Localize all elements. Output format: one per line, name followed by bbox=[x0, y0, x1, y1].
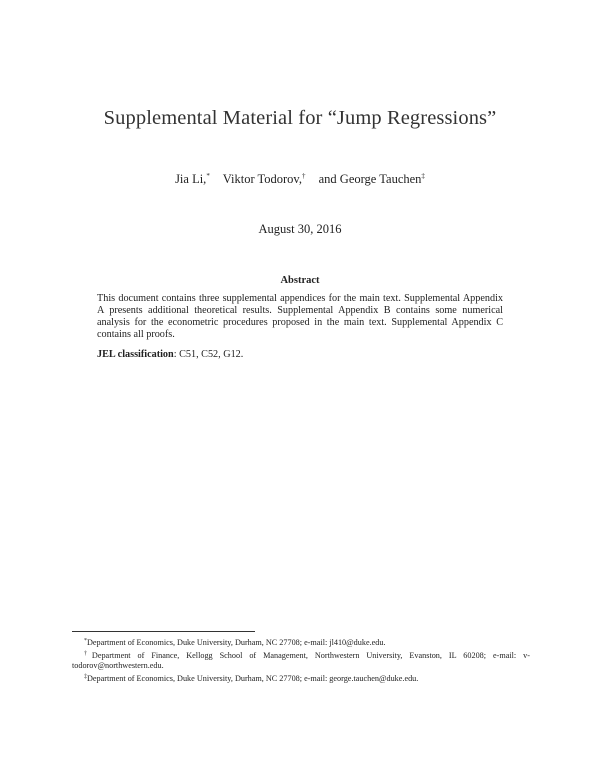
paper-title: Supplemental Material for “Jump Regressions” bbox=[103, 107, 497, 129]
footnote-mark: ‡ bbox=[84, 673, 87, 680]
footnote-mark: † bbox=[302, 172, 306, 180]
footnote-mark: * bbox=[84, 638, 87, 644]
footnote-text: Department of Economics, Duke University, Durham, NC 27708; e-mail: jl410@duke.edu. bbox=[87, 638, 386, 647]
footnote bbox=[72, 649, 530, 672]
jel-label: JEL classification bbox=[97, 349, 174, 360]
abstract-body: This document contains three supplemental appendices for the main text. Supplemental Appendix A presents additional theoretical results. Supplemental Appendix B contains some numerical analysis for the econometric procedures proposed in the main text. Supplemental Appendix C contains all proofs. bbox=[97, 293, 503, 340]
footnote-text: Department of Finance, Kellogg School of Management, Northwestern University, Evanston, IL 60208; e-mail: v-todorov@northwestern.edu. bbox=[72, 650, 530, 671]
footnote-rule bbox=[72, 631, 255, 632]
abstract-heading: Abstract bbox=[280, 275, 320, 286]
jel-value: : C51, C52, G12. bbox=[173, 349, 244, 360]
footnote-text: Department of Economics, Duke University, Durham, NC 27708; e-mail: george.tauchen@duke.edu. bbox=[87, 673, 419, 683]
author-name: Viktor Todorov, bbox=[222, 172, 302, 186]
paper-date: August 30, 2016 bbox=[258, 222, 342, 236]
author-list bbox=[0, 172, 600, 187]
footnotes bbox=[72, 636, 530, 684]
author-name: Jia Li, bbox=[175, 172, 207, 186]
footnote bbox=[72, 672, 530, 685]
footnote bbox=[72, 636, 530, 649]
footnote-mark: ‡ bbox=[421, 172, 425, 180]
footnote-mark: * bbox=[206, 172, 210, 180]
jel-classification bbox=[97, 349, 503, 360]
footnote-mark: † bbox=[84, 650, 92, 657]
author-name: and George Tauchen bbox=[318, 172, 422, 186]
